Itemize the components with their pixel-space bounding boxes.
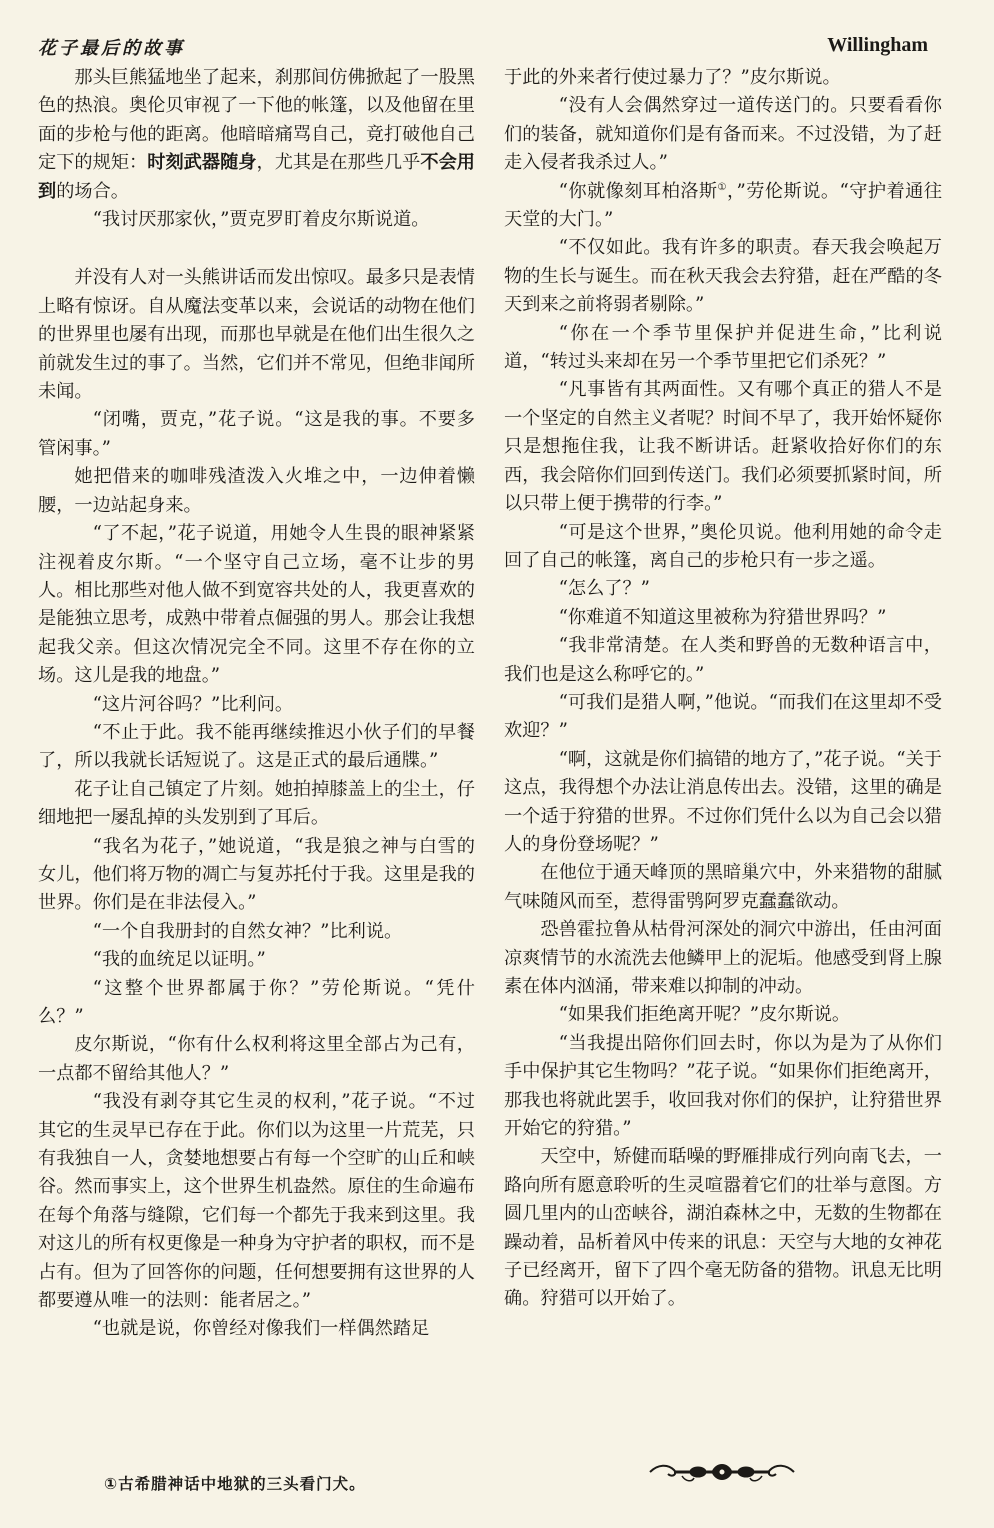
paragraph: 恐兽霍拉鲁从枯骨河深处的洞穴中游出，任由河面凉爽情节的水流洗去他鳞甲上的泥垢。他感受到肾上腺素在体内汹涌，带来难以抑制的冲动。 xyxy=(504,919,942,997)
paragraph: “你难道不知道这里被称为狩猎世界吗？” xyxy=(558,606,887,628)
paragraph: “凡事皆有其两面性。又有哪个真正的猎人不是一个坚定的自然主义者呢？时间不早了，我开始怀疑你只是想拖住我，让我不断讲话。赶紧收拾好你们的东西，我会陪你们回到传送门。我们必须要抓紧时间，所以只带上便于携带的行李。” xyxy=(504,379,942,515)
paragraph: “也就是说，你曾经对像我们一样偶然踏足 xyxy=(92,1318,430,1340)
paragraph: “我讨厌那家伙，”贾克罗盯着皮尔斯说道。 xyxy=(92,209,430,231)
footnote: ①古希腊神话中地狱的三头看门犬。 xyxy=(104,1475,366,1493)
paragraph: “没有人会偶然穿过一道传送门的。只要看看你们的装备，就知道你们是有备而来。不过没错，为了赶走入侵者我杀过人。” xyxy=(504,95,942,174)
right-column xyxy=(504,64,942,1314)
paragraph: “这片河谷吗？”比利问。 xyxy=(92,693,294,715)
paragraph: “不仅如此。我有许多的职责。春天我会唤起万物的生长与诞生。而在秋天我会去狩猎，赶在严酷的冬天到来之前将弱者剔除。” xyxy=(504,237,942,316)
paragraph: “一个自我册封的自然女神？”比利说。 xyxy=(92,920,403,942)
paragraph: “闭嘴，贾克，”花子说。“这是我的事。不要多管闲事。” xyxy=(38,409,475,459)
paragraph: “我非常清楚。在人类和野兽的无数种语言中，我们也是这么称呼它的。” xyxy=(504,635,942,685)
paragraph: 于此的外来者行使过暴力了？”皮尔斯说。 xyxy=(504,67,841,88)
paragraph: 在他位于通天峰顶的黑暗巢穴中，外来猎物的甜腻气味随风而至，惹得雷鸮阿罗克蠢蠢欲动。 xyxy=(504,862,942,912)
paragraph: “当我提出陪你们回去时，你以为是为了从你们手中保护其它生物吗？”花子说。“如果你们拒绝离开，那我也将就此罢手，收回我对你们的保护，让狩猎世界开始它的狩猎。” xyxy=(504,1032,942,1140)
bold-phrase: 时刻武器随身 xyxy=(147,152,257,174)
paragraph: 她把借来的咖啡残渣泼入火堆之中，一边伸着懒腰，一边站起身来。 xyxy=(38,466,475,516)
paragraph: 那头巨熊猛地坐了起来，刹那间仿佛掀起了一股黑色的热浪。奥伦贝审视了一下他的帐篷，以及他留在里面的步枪与他的距离。他暗暗痛骂自己，竟打破他自己定下的规矩：时刻武器随身，尤其是在那些几乎不会用到的场合。 xyxy=(38,67,475,202)
paragraph: 并没有人对一头熊讲话而发出惊叹。最多只是表情上略有惊讶。自从魔法变革以来，会说话的动物在他们的世界里也屡有出现，而那也早就是在他们出生很久之前就发生过的事了。当然，它们并不常见，但绝非闻所未闻。 xyxy=(38,267,475,403)
paragraph: “不止于此。我不能再继续推迟小伙子们的早餐了，所以我就长话短说了。这是正式的最后通牒。” xyxy=(38,721,475,772)
running-header-title: 花子最后的故事 xyxy=(38,38,185,59)
paragraph: “可我们是猎人啊，”他说。“而我们在这里却不受欢迎？” xyxy=(504,691,942,742)
paragraph: “我的血统足以证明。” xyxy=(92,949,266,971)
paragraph: “我名为花子，”她说道，“我是狼之神与白雪的女儿，他们将万物的凋亡与复苏托付于我。这里是我的世界。你们是在非法侵入。” xyxy=(38,835,475,914)
paragraph: “了不起，”花子说道，用她令人生畏的眼神紧紧注视着皮尔斯。“一个坚守自己立场，毫不让步的男人。相比那些对他人做不到宽容共处的人，我更喜欢的是能独立思考，成熟中带着点倔强的男人。那会让我想起我父亲。但这次情况完全不同。这里不存在你的立场。这儿是我的地盘。” xyxy=(38,523,475,687)
paragraph: “你就像刻耳柏洛斯①，”劳伦斯说。“守护着通往天堂的大门。” xyxy=(504,180,943,231)
paragraph: “这整个世界都属于你？”劳伦斯说。“凭什么？” xyxy=(38,977,475,1027)
left-column xyxy=(38,64,475,1344)
paragraph: “如果我们拒绝离开呢？”皮尔斯说。 xyxy=(558,1004,851,1026)
paragraph: 花子让自己镇定了片刻。她拍掉膝盖上的尘土，仔细地把一屡乱掉的头发别到了耳后。 xyxy=(38,778,475,829)
paragraph: “你在一个季节里保护并促进生命，”比利说道，“转过头来却在另一个季节里把它们杀死？” xyxy=(504,322,942,373)
paragraph: “可是这个世界，”奥伦贝说。他利用她的命令走回了自己的帐篷，离自己的步枪只有一步之遥。 xyxy=(504,521,942,571)
paragraph: 皮尔斯说，“你有什么权利将这里全部占为己有，一点都不留给其他人？” xyxy=(38,1034,475,1084)
decorative-scroll-ornament-icon xyxy=(646,1460,798,1484)
running-header-author: Willingham xyxy=(827,34,928,56)
footnote-marker: ① xyxy=(717,181,727,193)
paragraph: “怎么了？” xyxy=(558,578,650,600)
bold-phrase: 不会用到 xyxy=(38,152,475,202)
paragraph: 天空中，矫健而聒噪的野雁排成行列向南飞去，一路向所有愿意聆听的生灵喧嚣着它们的壮举与意图。方圆几里内的山峦峡谷，湖泊森林之中，无数的生物都在躁动着，品析着风中传来的讯息：天空与大地的女神花子已经离开，留下了四个毫无防备的猎物。讯息无比明确。狩猎可以开始了。 xyxy=(504,1146,942,1310)
paragraph: “我没有剥夺其它生灵的权利，”花子说。“不过其它的生灵早已存在于此。你们以为这里一片荒芜，只有我独自一人，贪婪地想要占有每一个空旷的山丘和峡谷。然而事实上，这个世界生机盎然。原住的生命遍布在每个角落与缝隙，它们每一个都先于我来到这里。我对这儿的所有权更像是一种身为守护者的职权，而不是占有。但为了回答你的问题，任何想要拥有这世界的人都要遵从唯一的法则：能者居之。” xyxy=(38,1091,475,1312)
paragraph: “啊，这就是你们搞错的地方了，”花子说。“关于这点，我得想个办法让消息传出去。没错，这里的确是一个适于狩猎的世界。不过你们凭什么以为自己会以猎人的身份登场呢？” xyxy=(504,748,942,855)
